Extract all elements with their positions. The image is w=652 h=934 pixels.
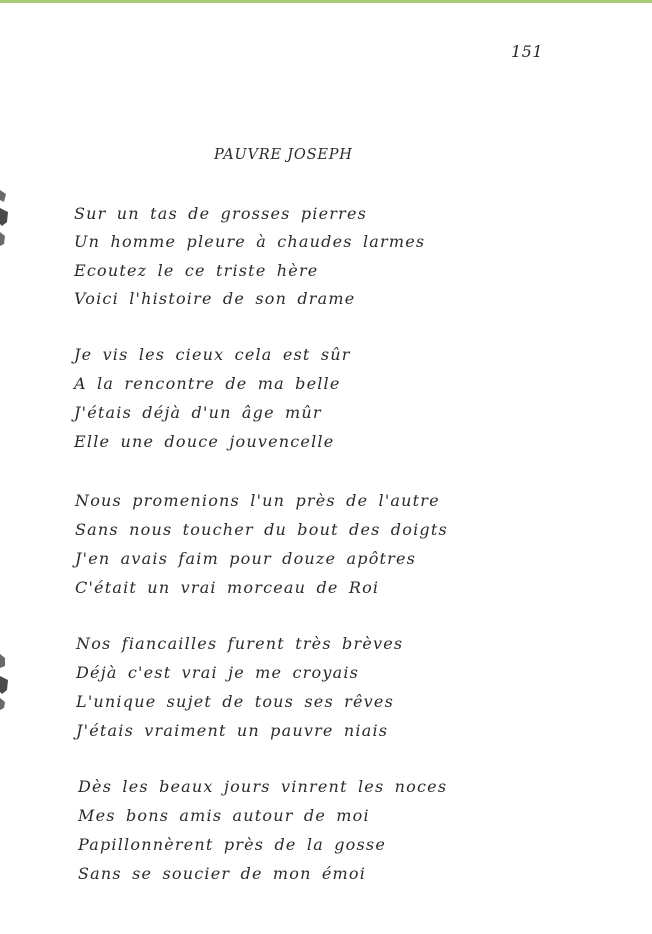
- poem-line: A la rencontre de ma belle: [74, 374, 341, 393]
- poem-line: Je vis les cieux cela est sûr: [74, 345, 351, 364]
- poem-line: J'en avais faim pour douze apôtres: [75, 549, 417, 568]
- poem-line: Nous promenions l'un près de l'autre: [75, 491, 440, 510]
- poem-line: J'étais déjà d'un âge mûr: [74, 403, 322, 422]
- poem-line: Papillonnèrent près de la gosse: [78, 835, 386, 854]
- poem-line: Ecoutez le ce triste hère: [74, 261, 319, 280]
- poem-line: Un homme pleure à chaudes larmes: [74, 232, 426, 251]
- poem-line: C'était un vrai morceau de Roi: [75, 578, 380, 597]
- binding-mark-top: [0, 188, 10, 258]
- binding-mark-bottom: [0, 652, 10, 712]
- poem-title: PAUVRE JOSEPH: [214, 147, 353, 163]
- poem-line: Sur un tas de grosses pierres: [74, 204, 368, 223]
- poem-line: L'unique sujet de tous ses rêves: [76, 692, 394, 711]
- poem-line: Mes bons amis autour de moi: [78, 806, 370, 825]
- poem-line: Elle une douce jouvencelle: [74, 432, 335, 451]
- poem-line: Nos fiancailles furent très brèves: [76, 634, 404, 653]
- poem-line: Déjà c'est vrai je me croyais: [76, 663, 360, 682]
- page-number: 151: [511, 42, 544, 61]
- poem-line: Voici l'histoire de son drame: [74, 289, 356, 308]
- poem-line: Sans se soucier de mon émoi: [78, 864, 367, 883]
- poem-line: J'étais vraiment un pauvre niais: [76, 721, 389, 740]
- poem-line: Sans nous toucher du bout des doigts: [75, 520, 448, 539]
- page-top-edge: [0, 0, 652, 3]
- poem-line: Dès les beaux jours vinrent les noces: [78, 777, 448, 796]
